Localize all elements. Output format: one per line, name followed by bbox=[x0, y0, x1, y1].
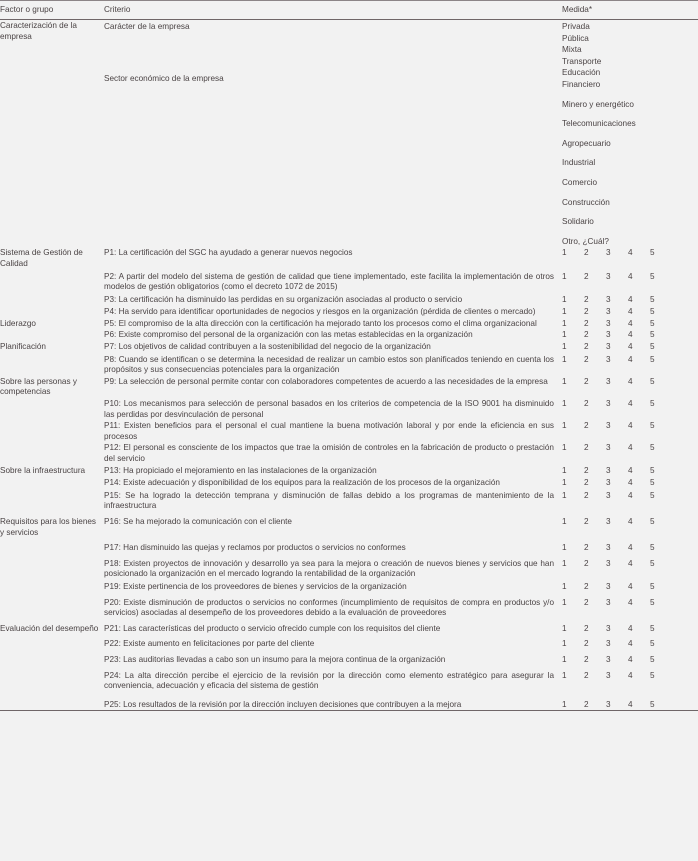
likert-option-5[interactable]: 5 bbox=[650, 399, 655, 409]
likert-option-3[interactable]: 3 bbox=[606, 654, 611, 664]
likert-option-5[interactable]: 5 bbox=[650, 597, 655, 607]
criteria-text-p14: P14: Existe adecuación y disponibilidad de los equipos para la realización de los procesos de la organización bbox=[104, 478, 500, 488]
factor-label-empty bbox=[0, 293, 104, 306]
factor-label-empty bbox=[0, 692, 104, 711]
likert-scale bbox=[562, 700, 698, 711]
criteria-text-p7: P7: Los objetivos de calidad contribuyen a la sostenibilidad del negocio de la organización bbox=[104, 342, 431, 352]
likert-option-2[interactable]: 2 bbox=[584, 558, 589, 568]
table-row bbox=[0, 692, 698, 711]
likert-option-4[interactable]: 4 bbox=[628, 670, 633, 680]
likert-option-3[interactable]: 3 bbox=[606, 699, 611, 709]
factor-label: Requisitos para los bienes y servicios bbox=[0, 516, 97, 537]
likert-option-3[interactable]: 3 bbox=[606, 354, 611, 364]
likert-option-2[interactable]: 2 bbox=[584, 597, 589, 607]
likert-option-5[interactable]: 5 bbox=[650, 376, 655, 386]
criteria-text-p6: P6: Existe compromiso del personal de la organización con las metas establecidas en la organización bbox=[104, 330, 473, 340]
likert-option-1[interactable]: 1 bbox=[562, 399, 567, 409]
likert-option-1[interactable]: 1 bbox=[562, 307, 567, 317]
measure-cell-p7 bbox=[562, 341, 698, 353]
column-header-factor: Factor o grupo bbox=[0, 5, 54, 14]
likert-option-1[interactable]: 1 bbox=[562, 330, 567, 340]
table-row bbox=[0, 376, 698, 398]
likert-scale bbox=[562, 655, 698, 666]
likert-option-2[interactable]: 2 bbox=[584, 490, 589, 500]
likert-option-1[interactable]: 1 bbox=[562, 248, 567, 258]
likert-option-3[interactable]: 3 bbox=[606, 330, 611, 340]
likert-option-4[interactable]: 4 bbox=[628, 307, 633, 317]
criteria-text-p19: P19: Existe pertinencia de los proveedores de bienes y servicios de la organización bbox=[104, 581, 407, 591]
factor-label-empty bbox=[0, 398, 104, 420]
likert-option-3[interactable]: 3 bbox=[606, 399, 611, 409]
likert-scale bbox=[562, 466, 698, 477]
likert-option-2[interactable]: 2 bbox=[584, 443, 589, 453]
table-row bbox=[0, 247, 698, 269]
likert-option-2[interactable]: 2 bbox=[584, 670, 589, 680]
table-header bbox=[0, 1, 698, 20]
likert-option-5[interactable]: 5 bbox=[650, 294, 655, 304]
likert-option-3[interactable]: 3 bbox=[606, 294, 611, 304]
likert-option-1[interactable]: 1 bbox=[562, 654, 567, 664]
criteria-text-p21: P21: Las características del producto o servicio ofrecido cumple con los requisitos del cliente bbox=[104, 623, 441, 633]
likert-option-4[interactable]: 4 bbox=[628, 558, 633, 568]
likert-option-2[interactable]: 2 bbox=[584, 307, 589, 317]
likert-scale bbox=[562, 355, 698, 366]
table-row bbox=[0, 442, 698, 464]
likert-option-4[interactable]: 4 bbox=[628, 271, 633, 281]
factor-label-empty bbox=[0, 420, 104, 442]
measure-cell-p23 bbox=[562, 650, 698, 666]
likert-scale bbox=[562, 478, 698, 489]
likert-option-5[interactable]: 5 bbox=[650, 354, 655, 364]
likert-option-1[interactable]: 1 bbox=[562, 342, 567, 352]
column-header-measure: Medida* bbox=[562, 5, 593, 14]
likert-option-4[interactable]: 4 bbox=[628, 478, 633, 488]
table-row bbox=[0, 580, 698, 593]
likert-option-2[interactable]: 2 bbox=[584, 543, 589, 553]
criteria-text-p15: P15: Se ha logrado la detección temprana y disminución de fallas debido a los programas de mantenimiento de la infraestructura bbox=[104, 490, 554, 511]
measure-option[interactable]: Minero y energético bbox=[562, 99, 634, 109]
likert-option-2[interactable]: 2 bbox=[584, 639, 589, 649]
likert-option-1[interactable]: 1 bbox=[562, 558, 567, 568]
measure-option[interactable]: Pública bbox=[562, 33, 589, 43]
criteria-text-p10: P10: Los mecanismos para selección de personal basados en los criterios de competencia de la ISO 9001 ha disminuido las perdidas por desvinculación de personal bbox=[104, 399, 554, 419]
likert-option-4[interactable]: 4 bbox=[628, 248, 633, 258]
table-row bbox=[0, 329, 698, 341]
criteria-text-p4: P4: Ha servido para identificar oportunidades de negocios y riesgos en la organización (pérdida de clientes o mercado) bbox=[104, 307, 536, 317]
measure-cell-p21 bbox=[562, 619, 698, 635]
likert-option-5[interactable]: 5 bbox=[650, 342, 655, 352]
table-row bbox=[0, 666, 698, 692]
likert-option-1[interactable]: 1 bbox=[562, 465, 567, 475]
likert-option-5[interactable]: 5 bbox=[650, 670, 655, 680]
likert-option-1[interactable]: 1 bbox=[562, 318, 567, 328]
measure-cell-p2 bbox=[562, 270, 698, 293]
likert-option-3[interactable]: 3 bbox=[606, 342, 611, 352]
likert-option-3[interactable]: 3 bbox=[606, 543, 611, 553]
criteria-text-p25: P25: Los resultados de la revisión por la dirección incluyen decisiones que contribuyen a la mejora bbox=[104, 699, 462, 709]
criteria-text-p20: P20: Existe disminución de productos o servicios no conformes (incumplimiento de requisitos de compra en productos y/o servicios) asociadas al desempeño de los proveedores debido a la evaluación de proveedores bbox=[104, 597, 554, 618]
criteria-text-p8: P8: Cuando se identifican o se determina la necesidad de realizar un cambio estos son planificados teniendo en cuenta los propósitos y sus consecuencias potenciales para la organización bbox=[104, 354, 554, 375]
likert-option-4[interactable]: 4 bbox=[628, 421, 633, 431]
measure-cell-p22 bbox=[562, 634, 698, 650]
table-row bbox=[0, 465, 698, 477]
likert-option-4[interactable]: 4 bbox=[628, 639, 633, 649]
likert-option-3[interactable]: 3 bbox=[606, 490, 611, 500]
measure-cell-p14 bbox=[562, 476, 698, 489]
likert-option-5[interactable]: 5 bbox=[650, 543, 655, 553]
footer-cell bbox=[0, 711, 698, 712]
table-row bbox=[0, 420, 698, 442]
likert-option-2[interactable]: 2 bbox=[584, 654, 589, 664]
likert-option-3[interactable]: 3 bbox=[606, 421, 611, 431]
likert-option-4[interactable]: 4 bbox=[628, 597, 633, 607]
criteria-text-p11: P11: Existen beneficios para el personal el cual mantiene la buena motivación laboral y por ende la eficiencia en sus procesos bbox=[104, 421, 554, 441]
factor-label-empty bbox=[0, 476, 104, 489]
likert-scale bbox=[562, 399, 698, 410]
criteria-text-p2: P2: A partir del modelo del sistema de gestión de calidad que tiene implementado, este facilita la implementación de otros modelos de gestión obligatorios (como el decreto 1072 de 2015) bbox=[104, 271, 554, 292]
likert-scale bbox=[562, 517, 698, 528]
criteria-text-sector-economico: Sector económico de la empresa bbox=[104, 73, 224, 83]
likert-option-4[interactable]: 4 bbox=[628, 376, 633, 386]
table-row bbox=[0, 489, 698, 512]
measure-option[interactable]: Industrial bbox=[562, 158, 596, 168]
likert-option-1[interactable]: 1 bbox=[562, 478, 567, 488]
table-footer bbox=[0, 711, 698, 712]
likert-option-2[interactable]: 2 bbox=[584, 271, 589, 281]
likert-scale bbox=[562, 491, 698, 502]
likert-option-1[interactable]: 1 bbox=[562, 623, 567, 633]
likert-option-5[interactable]: 5 bbox=[650, 516, 655, 526]
criteria-text-p18: P18: Existen proyectos de innovación y desarrollo ya sea para la mejora o creación de nuevos bienes y servicios que han posicionado la organización en el mercado logrando la rentabilidad de la organización bbox=[104, 558, 554, 579]
likert-option-3[interactable]: 3 bbox=[606, 623, 611, 633]
likert-scale bbox=[562, 248, 698, 259]
likert-option-1[interactable]: 1 bbox=[562, 670, 567, 680]
likert-option-3[interactable]: 3 bbox=[606, 558, 611, 568]
table-row bbox=[0, 512, 698, 538]
likert-option-1[interactable]: 1 bbox=[562, 294, 567, 304]
measure-cell-p24 bbox=[562, 666, 698, 692]
measure-option[interactable]: Comercio bbox=[562, 177, 598, 187]
measure-options-list bbox=[562, 21, 698, 247]
likert-scale bbox=[562, 543, 698, 554]
measure-option[interactable]: Telecomunicaciones bbox=[562, 119, 636, 129]
factor-label: Sobre la infraestructura bbox=[0, 465, 86, 475]
likert-scale bbox=[562, 639, 698, 650]
measure-option[interactable]: Mixta bbox=[562, 45, 582, 55]
likert-scale bbox=[562, 319, 698, 330]
likert-scale bbox=[562, 559, 698, 570]
likert-option-5[interactable]: 5 bbox=[650, 271, 655, 281]
measure-cell-p13 bbox=[562, 465, 698, 477]
likert-option-4[interactable]: 4 bbox=[628, 623, 633, 633]
likert-option-1[interactable]: 1 bbox=[562, 271, 567, 281]
likert-scale bbox=[562, 624, 698, 635]
likert-scale bbox=[562, 307, 698, 318]
measure-cell-p11 bbox=[562, 420, 698, 442]
likert-option-2[interactable]: 2 bbox=[584, 465, 589, 475]
likert-option-2[interactable]: 2 bbox=[584, 581, 589, 591]
likert-option-1[interactable]: 1 bbox=[562, 639, 567, 649]
likert-option-4[interactable]: 4 bbox=[628, 443, 633, 453]
factor-label-empty bbox=[0, 329, 104, 341]
likert-option-1[interactable]: 1 bbox=[562, 516, 567, 526]
table-row bbox=[0, 398, 698, 420]
criteria-text-p17: P17: Han disminuido las quejas y reclamos por productos o servicios no conformes bbox=[104, 543, 406, 553]
factor-label-empty bbox=[0, 270, 104, 293]
likert-option-4[interactable]: 4 bbox=[628, 318, 633, 328]
measure-cell-p5 bbox=[562, 318, 698, 330]
likert-option-2[interactable]: 2 bbox=[584, 354, 589, 364]
factor-label-empty bbox=[0, 538, 104, 554]
measure-option[interactable]: Educación bbox=[562, 68, 601, 78]
likert-scale bbox=[562, 295, 698, 306]
likert-option-4[interactable]: 4 bbox=[628, 516, 633, 526]
table-row bbox=[0, 341, 698, 353]
table-row bbox=[0, 305, 698, 318]
factor-label-empty bbox=[0, 593, 104, 619]
likert-option-2[interactable]: 2 bbox=[584, 516, 589, 526]
table-row bbox=[0, 476, 698, 489]
factor-label-empty bbox=[0, 580, 104, 593]
measure-cell-p19 bbox=[562, 580, 698, 593]
likert-option-1[interactable]: 1 bbox=[562, 376, 567, 386]
criteria-text-p24: P24: La alta dirección percibe el ejercicio de la revisión por la dirección como elemento estratégico para asegurar la conveniencia, adecuación y eficacia del sistema de gestión bbox=[104, 670, 554, 691]
measure-option[interactable]: Construcción bbox=[562, 197, 610, 207]
likert-option-2[interactable]: 2 bbox=[584, 376, 589, 386]
table-row bbox=[0, 554, 698, 580]
likert-option-5[interactable]: 5 bbox=[650, 248, 655, 258]
likert-scale bbox=[562, 330, 698, 341]
likert-option-4[interactable]: 4 bbox=[628, 654, 633, 664]
measure-cell-p25 bbox=[562, 692, 698, 711]
likert-option-3[interactable]: 3 bbox=[606, 248, 611, 258]
likert-option-3[interactable]: 3 bbox=[606, 597, 611, 607]
factor-label-empty bbox=[0, 634, 104, 650]
likert-option-1[interactable]: 1 bbox=[562, 443, 567, 453]
likert-option-2[interactable]: 2 bbox=[584, 318, 589, 328]
criteria-text-p9: P9: La selección de personal permite contar con colaboradores competentes de acuerdo a las necesidades de la empresa bbox=[104, 376, 548, 386]
measure-option[interactable]: Solidario bbox=[562, 217, 594, 227]
measure-cell-p9 bbox=[562, 376, 698, 398]
likert-option-3[interactable]: 3 bbox=[606, 639, 611, 649]
factor-label-characterization: Caracterización de la empresa bbox=[0, 21, 77, 41]
likert-option-5[interactable]: 5 bbox=[650, 623, 655, 633]
likert-option-5[interactable]: 5 bbox=[650, 490, 655, 500]
likert-option-3[interactable]: 3 bbox=[606, 581, 611, 591]
header-row bbox=[0, 1, 698, 20]
likert-option-4[interactable]: 4 bbox=[628, 330, 633, 340]
measure-cell-p20 bbox=[562, 593, 698, 619]
table-row bbox=[0, 318, 698, 330]
likert-option-3[interactable]: 3 bbox=[606, 478, 611, 488]
likert-option-2[interactable]: 2 bbox=[584, 342, 589, 352]
column-header-criteria: Criterio bbox=[104, 5, 131, 14]
likert-option-1[interactable]: 1 bbox=[562, 699, 567, 709]
likert-option-5[interactable]: 5 bbox=[650, 465, 655, 475]
criteria-text-p23: P23: Las auditorias llevadas a cabo son un insumo para la mejora continua de la organización bbox=[104, 654, 446, 664]
likert-option-1[interactable]: 1 bbox=[562, 581, 567, 591]
measure-cell-p4 bbox=[562, 305, 698, 318]
table-row bbox=[0, 270, 698, 293]
likert-option-4[interactable]: 4 bbox=[628, 543, 633, 553]
likert-option-5[interactable]: 5 bbox=[650, 639, 655, 649]
measure-cell-p6 bbox=[562, 329, 698, 341]
table-row bbox=[0, 593, 698, 619]
factor-label: Sobre las personas y competencias bbox=[0, 376, 77, 397]
factor-label-empty bbox=[0, 442, 104, 464]
likert-option-3[interactable]: 3 bbox=[606, 271, 611, 281]
likert-option-1[interactable]: 1 bbox=[562, 597, 567, 607]
likert-option-5[interactable]: 5 bbox=[650, 421, 655, 431]
likert-option-2[interactable]: 2 bbox=[584, 699, 589, 709]
measure-cell-p10 bbox=[562, 398, 698, 420]
likert-option-1[interactable]: 1 bbox=[562, 421, 567, 431]
likert-option-2[interactable]: 2 bbox=[584, 623, 589, 633]
table-body bbox=[0, 20, 698, 711]
factor-label-empty bbox=[0, 554, 104, 580]
factor-label: Evaluación del desempeño bbox=[0, 623, 99, 633]
likert-option-5[interactable]: 5 bbox=[650, 558, 655, 568]
likert-option-3[interactable]: 3 bbox=[606, 516, 611, 526]
likert-option-5[interactable]: 5 bbox=[650, 318, 655, 328]
footer-rule bbox=[0, 711, 698, 712]
criteria-text-p13: P13: Ha propiciado el mejoramiento en las instalaciones de la organización bbox=[104, 465, 377, 475]
measure-cell-p8 bbox=[562, 353, 698, 376]
measure-option[interactable]: Financiero bbox=[562, 79, 601, 89]
measure-cell-p18 bbox=[562, 554, 698, 580]
measure-cell-p16 bbox=[562, 512, 698, 538]
measure-option[interactable]: Agropecuario bbox=[562, 138, 611, 148]
criteria-text-p3: P3: La certificación ha disminuido las perdidas en su organización asociadas al producto o servicio bbox=[104, 294, 463, 304]
criteria-cell-characterization bbox=[104, 20, 562, 248]
measure-cell-p3 bbox=[562, 293, 698, 306]
likert-option-5[interactable]: 5 bbox=[650, 654, 655, 664]
likert-option-4[interactable]: 4 bbox=[628, 490, 633, 500]
measure-cell-p15 bbox=[562, 489, 698, 512]
factor-label: Sistema de Gestión de Calidad bbox=[0, 248, 83, 268]
likert-scale bbox=[562, 582, 698, 593]
likert-option-2[interactable]: 2 bbox=[584, 248, 589, 258]
measure-cell-p12 bbox=[562, 442, 698, 464]
likert-option-4[interactable]: 4 bbox=[628, 354, 633, 364]
criteria-text-p12: P12: El personal es consciente de los impactos que trae la omisión de controles en la fabricación de producto o prestación del servicio bbox=[104, 443, 554, 463]
measure-option[interactable]: Otro, ¿Cuál? bbox=[562, 236, 609, 246]
likert-option-5[interactable]: 5 bbox=[650, 478, 655, 488]
table-row bbox=[0, 353, 698, 376]
likert-option-1[interactable]: 1 bbox=[562, 543, 567, 553]
measure-cell-p1 bbox=[562, 247, 698, 269]
criteria-text-caracter-empresa: Carácter de la empresa bbox=[104, 22, 190, 31]
likert-option-4[interactable]: 4 bbox=[628, 465, 633, 475]
likert-option-2[interactable]: 2 bbox=[584, 399, 589, 409]
likert-scale bbox=[562, 421, 698, 432]
table-row bbox=[0, 634, 698, 650]
measure-option[interactable]: Transporte bbox=[562, 56, 602, 66]
likert-scale bbox=[562, 598, 698, 609]
likert-option-1[interactable]: 1 bbox=[562, 490, 567, 500]
likert-option-2[interactable]: 2 bbox=[584, 294, 589, 304]
likert-option-4[interactable]: 4 bbox=[628, 399, 633, 409]
likert-option-4[interactable]: 4 bbox=[628, 294, 633, 304]
factor-label-empty bbox=[0, 650, 104, 666]
factor-label: Liderazgo bbox=[0, 318, 36, 328]
likert-scale bbox=[562, 377, 698, 388]
table-row bbox=[0, 538, 698, 554]
likert-scale bbox=[562, 342, 698, 353]
criteria-text-p22: P22: Existe aumento en felicitaciones por parte del cliente bbox=[104, 639, 315, 649]
likert-scale bbox=[562, 671, 698, 682]
criteria-text-p5: P5: El compromiso de la alta dirección con la certificación ha mejorado tanto los procesos como el clima organizacional bbox=[104, 318, 537, 328]
likert-scale bbox=[562, 272, 698, 283]
table-row-characterization bbox=[0, 20, 698, 248]
likert-option-3[interactable]: 3 bbox=[606, 376, 611, 386]
criteria-text-p1: P1: La certificación del SGC ha ayudado a generar nuevos negocios bbox=[104, 248, 353, 258]
criteria-text-p16: P16: Se ha mejorado la comunicación con el cliente bbox=[104, 516, 292, 526]
likert-option-3[interactable]: 3 bbox=[606, 465, 611, 475]
factor-label-empty bbox=[0, 666, 104, 692]
measure-cell-characterization bbox=[562, 20, 698, 248]
likert-option-4[interactable]: 4 bbox=[628, 342, 633, 352]
likert-option-4[interactable]: 4 bbox=[628, 581, 633, 591]
likert-option-5[interactable]: 5 bbox=[650, 307, 655, 317]
factor-label-empty bbox=[0, 353, 104, 376]
table-row bbox=[0, 650, 698, 666]
likert-option-5[interactable]: 5 bbox=[650, 581, 655, 591]
measure-cell-p17 bbox=[562, 538, 698, 554]
likert-option-2[interactable]: 2 bbox=[584, 330, 589, 340]
likert-option-3[interactable]: 3 bbox=[606, 670, 611, 680]
table-row bbox=[0, 293, 698, 306]
table-row bbox=[0, 619, 698, 635]
likert-option-3[interactable]: 3 bbox=[606, 307, 611, 317]
likert-option-2[interactable]: 2 bbox=[584, 478, 589, 488]
factor-label-empty bbox=[0, 489, 104, 512]
likert-option-3[interactable]: 3 bbox=[606, 318, 611, 328]
factor-label: Planificación bbox=[0, 342, 46, 352]
likert-option-3[interactable]: 3 bbox=[606, 443, 611, 453]
likert-option-4[interactable]: 4 bbox=[628, 699, 633, 709]
likert-scale bbox=[562, 443, 698, 454]
likert-option-5[interactable]: 5 bbox=[650, 699, 655, 709]
likert-option-5[interactable]: 5 bbox=[650, 330, 655, 340]
likert-option-2[interactable]: 2 bbox=[584, 421, 589, 431]
measure-option[interactable]: Privada bbox=[562, 22, 590, 31]
likert-option-1[interactable]: 1 bbox=[562, 354, 567, 364]
factor-label-empty bbox=[0, 305, 104, 318]
likert-option-5[interactable]: 5 bbox=[650, 443, 655, 453]
